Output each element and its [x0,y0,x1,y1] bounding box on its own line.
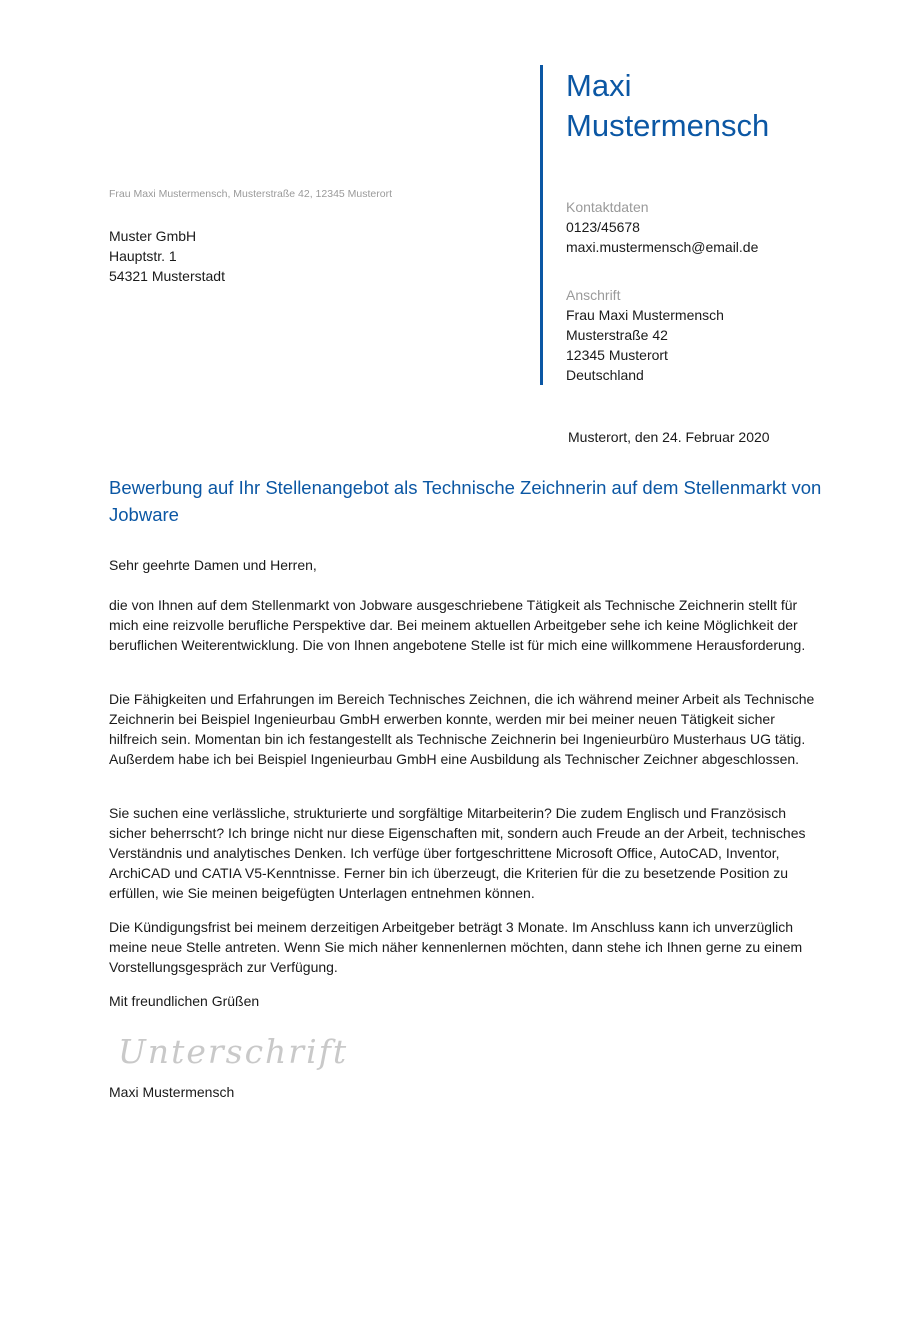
recipient-address [109,226,225,286]
address-line: Deutschland [566,367,644,383]
address-block [566,285,896,385]
applicant-first-name: Maxi [566,68,632,103]
address-line: Musterstraße 42 [566,327,668,343]
body-paragraph: Sie suchen eine verlässliche, strukturierte und sorgfältige Mitarbeiterin? Die zudem Englisch und Französisch sicher beherrscht? Ich bringe nicht nur diese Eigenschaften mit, sondern auch Freude an der Arbeit, technisches Verständnis und analytisches Denken. Ich verfüge über fortgeschrittene Microsoft Office, AutoCAD, Inventor, ArchiCAD und CATIA V5-Kenntnisse. Ferner bin ich überzeugt, die Kriterien für die zu besetzende Position zu erfüllen, wie Sie meinen beigefügten Unterlagen entnehmen können. [109,805,806,901]
letter-subject: Bewerbung auf Ihr Stellenangebot als Technische Zeichnerin auf dem Stellenmarkt von Jobware [109,477,822,525]
applicant-last-name: Mustermensch [566,108,770,143]
contact-block [566,197,896,257]
applicant-name [566,66,896,146]
body-paragraph: die von Ihnen auf dem Stellenmarkt von Jobware ausgeschriebene Tätigkeit als Technische Zeichnerin stellt für mich eine reizvolle berufliche Perspektive dar. Bei meinem aktuellen Arbeitgeber sehe ich keine Möglichkeit der beruflichen Weiterentwicklung. Die von Ihnen angebotene Stelle ist für mich eine willkommene Herausforderung. [109,597,806,653]
letter-date: Musterort, den 24. Februar 2020 [568,429,770,445]
body-paragraph: Die Kündigungsfrist bei meinem derzeitigen Arbeitgeber beträgt 3 Monate. Im Anschluss kann ich unverzüglich meine neue Stelle antreten. Wenn Sie mich näher kennenlernen möchten, dann stehe ich Ihnen gerne zu einem Vorstellungsgespräch zur Verfügung. [109,919,803,975]
address-line: Frau Maxi Mustermensch [566,307,724,323]
address-label: Anschrift [566,287,621,303]
recipient-line: Muster GmbH [109,228,197,244]
closing-phrase: Mit freundlichen Grüßen [109,993,260,1009]
recipient-line: Hauptstr. 1 [109,248,177,264]
recipient-line: 54321 Musterstadt [109,268,225,284]
signature-placeholder: Unterschrift [118,1032,349,1071]
body-paragraph: Die Fähigkeiten und Erfahrungen im Bereich Technisches Zeichnen, die ich während meiner Arbeit als Technische Zeichnerin bei Beispiel Ingenieurbau GmbH erwerben konnte, werden mir bei meiner neuen Tätigkeit sicher hilfreich sein. Momentan bin ich festangestellt als Technische Zeichnerin bei Ingenieurbüro Musterhaus UG tätig. Außerdem habe ich bei Beispiel Ingenieurbau GmbH eine Ausbildung als Technischer Zeichner abgeschlossen. [109,691,815,767]
accent-divider [540,65,543,385]
contact-email: maxi.mustermensch@email.de [566,239,759,255]
contact-label: Kontaktdaten [566,199,649,215]
contact-phone: 0123/45678 [566,219,640,235]
salutation: Sehr geehrte Damen und Herren, [109,557,317,573]
address-line: 12345 Musterort [566,347,668,363]
signer-name: Maxi Mustermensch [109,1084,235,1100]
sender-return-line: Frau Maxi Mustermensch, Musterstraße 42, 12345 Musterort [109,188,393,200]
